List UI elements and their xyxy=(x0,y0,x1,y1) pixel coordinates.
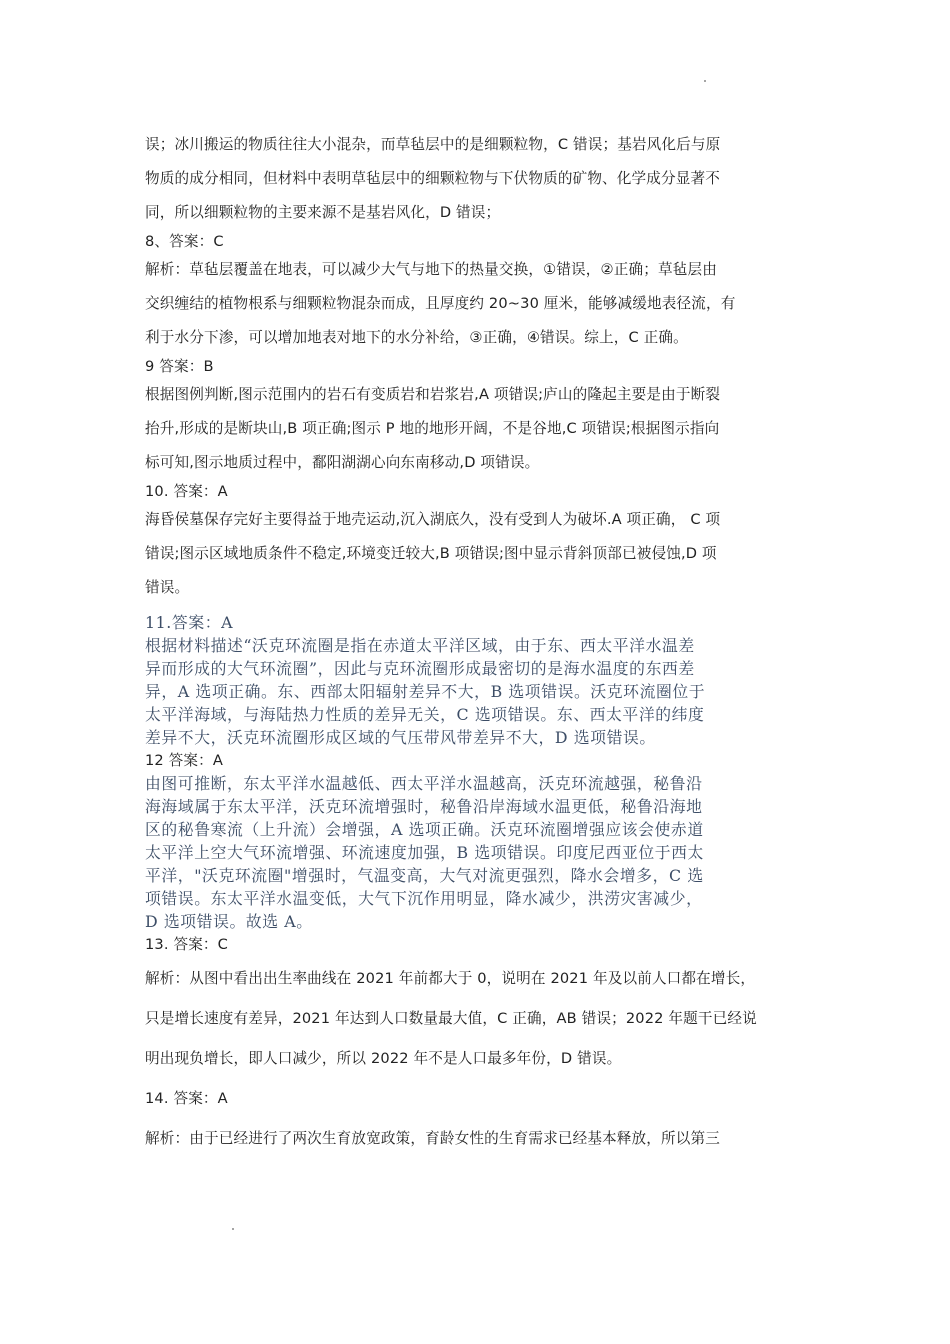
text-line: 项错误。东太平洋水温变低，大气下沉作用明显，降水减少，洪涝灾害减少， xyxy=(145,889,703,908)
answer-heading-13: 13. 答案：C xyxy=(145,936,229,953)
text-line: 误；冰川搬运的物质往往大小混杂，而草毡层中的是细颗粒物，C 错误；基岩风化后与原 xyxy=(145,136,721,153)
answer-heading-8: 8、答案：C xyxy=(145,233,224,250)
answer-heading-14: 14. 答案：A xyxy=(145,1090,228,1107)
text-line: 解析：草毡层覆盖在地表，可以减少大气与地下的热量交换，①错误，②正确；草毡层由 xyxy=(145,261,717,278)
text-line: 标可知,图示地质过程中，鄱阳湖湖心向东南移动,D 项错误。 xyxy=(145,454,540,471)
text-line: 异而形成的大气环流圈”，因此与克环流圈形成最密切的是海水温度的东西差 xyxy=(145,659,695,678)
answer-heading-11: 11.答案：A xyxy=(145,613,234,632)
text-line: 海海域属于东太平洋，沃克环流增强时，秘鲁沿岸海域水温更低，秘鲁沿海地 xyxy=(145,797,703,816)
page-mark-dot xyxy=(704,80,706,82)
text-line: 交织缠结的植物根系与细颗粒物混杂而成，且厚度约 20~30 厘米，能够减缓地表径流，有 xyxy=(145,295,736,312)
text-line: 海昏侯墓保存完好主要得益于地壳运动,沉入湖底久，没有受到人为破坏.A 项正确， C 项 xyxy=(145,511,721,528)
text-line: 差异不大，沃克环流圈形成区域的气压带风带差异不大，D 选项错误。 xyxy=(145,728,656,747)
answer-heading-10: 10. 答案：A xyxy=(145,483,228,500)
text-line: D 选项错误。故选 A。 xyxy=(145,912,313,931)
text-line: 错误;图示区域地质条件不稳定,环境变迁较大,B 项错误;图中显示背斜顶部已被侵蚀,D 项 xyxy=(145,545,717,562)
text-line: 只是增长速度有差异，2021 年达到人口数量最大值，C 正确，AB 错误；2022 年题干已经说 xyxy=(145,1010,757,1027)
text-line: 错误。 xyxy=(145,579,190,596)
text-line: 异，A 选项正确。东、西部太阳辐射差异不大，B 选项错误。沃克环流圈位于 xyxy=(145,682,706,701)
page-mark-dot xyxy=(232,1228,234,1230)
text-line: 利于水分下渗，可以增加地表对地下的水分补给，③正确，④错误。综上，C 正确。 xyxy=(145,329,688,346)
text-line: 由图可推断，东太平洋水温越低、西太平洋水温越高，沃克环流越强，秘鲁沿 xyxy=(145,774,703,793)
answer-heading-12: 12 答案：A xyxy=(145,752,224,769)
text-line: 根据材料描述“沃克环流圈是指在赤道太平洋区域，由于东、西太平洋水温差 xyxy=(145,636,695,655)
text-line: 同，所以细颗粒物的主要来源不是基岩风化，D 错误； xyxy=(145,204,501,221)
text-line: 太平洋上空大气环流增强、环流速度加强，B 选项错误。印度尼西亚位于西太 xyxy=(145,843,704,862)
text-line: 根据图例判断,图示范围内的岩石有变质岩和岩浆岩,A 项错误;庐山的隆起主要是由于断裂 xyxy=(145,386,721,403)
text-line: 抬升,形成的是断块山,B 项正确;图示 P 地的地形开阔，不是谷地,C 项错误;根据图示指向 xyxy=(145,420,720,437)
text-line: 平洋，"沃克环流圈"增强时，气温变高，大气对流更强烈，降水会增多，C 选 xyxy=(145,866,704,885)
text-line: 明出现负增长，即人口减少，所以 2022 年不是人口最多年份，D 错误。 xyxy=(145,1050,622,1067)
text-line: 太平洋海域，与海陆热力性质的差异无关，C 选项错误。东、西太平洋的纬度 xyxy=(145,705,705,724)
answer-heading-9: 9 答案：B xyxy=(145,358,214,375)
text-line: 解析：由于已经进行了两次生育放宽政策，育龄女性的生育需求已经基本释放，所以第三 xyxy=(145,1130,721,1147)
text-line: 物质的成分相同，但材料中表明草毡层中的细颗粒物与下伏物质的矿物、化学成分显著不 xyxy=(145,170,721,187)
text-line: 解析：从图中看出出生率曲线在 2021 年前都大于 0，说明在 2021 年及以前人口都在增长， xyxy=(145,970,756,987)
text-line: 区的秘鲁寒流（上升流）会增强，A 选项正确。沃克环流圈增强应该会使赤道 xyxy=(145,820,704,839)
document-body xyxy=(145,128,810,1156)
